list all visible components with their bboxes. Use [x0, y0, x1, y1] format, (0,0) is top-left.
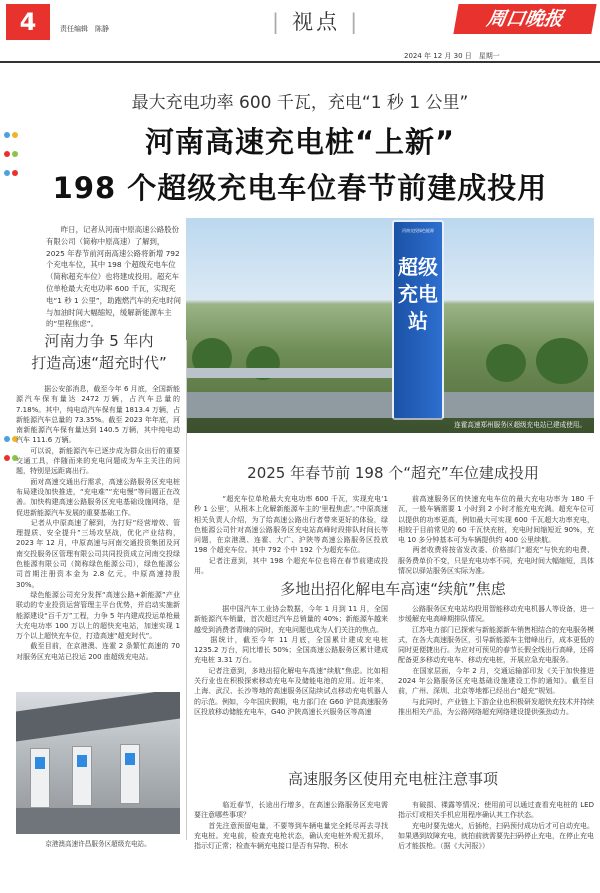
subhead-section-2: 多地出招化解电车高速“续航”焦虑	[280, 580, 506, 598]
top-photo-caption: 连霍高速郑州服务区超级充电站已建成使用。	[186, 418, 594, 433]
dot-icon	[4, 170, 10, 176]
dot-icon	[4, 436, 10, 442]
newspaper-logo: 周口晚报	[453, 4, 596, 34]
charging-pile-photo	[16, 692, 180, 834]
parking-lot	[186, 392, 594, 418]
charging-station-photo	[186, 218, 594, 433]
tree	[486, 344, 526, 382]
section-2-text-b: 公路服务区充电站均投用智能移动充电机器人等设备，进一步缓解充电高峰期排队情况。 江苏电力部门已探索与新能源新车销售相结合的充电服务模式，在各大高速服务区，引导新能源车主错峰出行，成本更低的同时更便捷出行。为应对可预见的春节长假全线出行高峰，还将配备更多移动充电车、移动充电桩，开展应急充电服务。 在国家层面，今年 2 月，交通运输部印发《关于加快推进 2024 年公路服务区充电基础设施建设工作的通知》。截至目前，广州、深圳、北京等地都已经出台“超充”规划。 与此同时，产业链上下游企业也积极研发超快充技术并持续推出相关产品，为公路网络超充网络建设提供强劲动力。	[398, 605, 594, 716]
subhead-left: 河南力争 5 年内 打造高速“超充时代”	[31, 332, 167, 372]
main-headline-line-2: 198 个超级充电车位春节前建成投用	[52, 171, 548, 205]
sign-text: 超级充电站	[398, 255, 438, 333]
dot-icon	[12, 151, 18, 157]
lead-paragraph: 昨日，记者从河南中原高速公路股份有限公司（简称中原高速）了解到，2025 年春节前河南高速公路将新增 792 个充电车位，其中 198 个超级充电车位（简称超充车位）也将建成投用。超充车位单枪最大充电功率 600 千瓦，实现充电“1 秒 1 公里”，助跑燃汽车的充电时间与加油时间大幅缩短，缓解新能源车主的“里程焦虑”。	[46, 225, 181, 329]
bottom-photo-caption: 京港澳高速许昌服务区超级充电站。	[45, 840, 151, 848]
dot-icon	[4, 455, 10, 461]
sign-brand: 河南交投绿色能源	[402, 228, 434, 233]
subhead-section-1: 2025 年春节前 198 个“超充”车位建成投用	[247, 464, 539, 482]
dot-icon	[12, 132, 18, 138]
floor	[16, 808, 180, 834]
main-headline-line-1: 河南高速充电桩“上新”	[144, 125, 456, 159]
section-name: | 视点 |	[262, 6, 370, 36]
kicker-headline: 最大充电功率 600 千瓦，充电“1 秒 1 公里”	[131, 93, 469, 113]
charger-unit	[30, 748, 50, 808]
station-canopy	[16, 692, 180, 742]
section-2-text-a: 据中国汽车工业协会数据，今年 1 月到 11 月，全国新能源汽车销量，首次超过汽车总销量的 40%；新能源车越来越受到消费者青睐的同时，充电问题也成为人们关注的焦点。 据统计，截至今年 11 月底，全国累计建成充电桩 1235.2 万台，同比增长 50%；全国高速公路服务区累计建成充电桩 3.31 万台。 记者注意到，多地出招化解电车高速“续航”焦虑。比如相关行业也在积极探索移动充电车及储能电池的应用。近年来，上海、武汉、长沙等地的高速服务区陆续试点移动充电机器人的示范。例如，今年国庆假期，电力部门在 G60 沪昆高速服务区投放移动储能充电车，G40 沪陕高速长兴服务区等高速	[194, 605, 388, 716]
dot-icon	[4, 132, 10, 138]
dot-icon	[4, 151, 10, 157]
section-1-text-b: 前高速服务区的快速充电车位的最大充电功率为 180 千瓦，一般车辆需要 1 小时到 2 小时才能充电充满。超充车位可以提供的功率更高，例如最大可实现 600 千瓦超大功率充电，相较于目前常见的 60 千瓦快充桩，充电时间缩短近 90%，充电 10 多分钟基本可为车辆提供约 400 公里续航。 两者收费将按省发改委、价格部门“超充”与快充的电费、服务费单价不变，只是充电功率不同，充电时间大幅缩短，具体情况以驿站服务区实际为准。	[398, 495, 594, 576]
section-3-text-a: 临近春节，长途出行增多，在高速公路服务区充电需要注意哪些事项？ 首先注意预留电量，不要等到车辆电量完全耗尽再去寻找充电桩。充电前，检查充电枪状态，确认充电桩外观无损坏，指示灯正常；检查车辆充电接口是否有异物、积水	[194, 801, 388, 851]
page-number: 4	[6, 4, 50, 40]
subhead-section-3: 高速服务区使用充电桩注意事项	[287, 770, 498, 788]
charger-unit	[120, 744, 140, 804]
tree	[536, 338, 588, 384]
header-rule	[0, 61, 600, 63]
decorative-dots-top	[3, 124, 19, 181]
charger-unit	[72, 746, 92, 806]
super-charging-sign-pillar	[392, 220, 444, 420]
dot-icon	[12, 170, 18, 176]
issue-date: 2024 年 12 月 30 日 星期一	[404, 52, 500, 60]
section-3-text-b: 有破损、裸露等情况；使用前可以通过查看充电桩的 LED 指示灯或相关手机应用程序确认其工作状态。 充电时要先熄火，后插枪，扫码预付成功后才可自动充电。如果遇到故障充电，就拍前就需要先扫码停止充电，在停止充电后才能拔枪。（据《大河报》）	[398, 801, 594, 851]
editors-line: 责任编辑 陈静	[60, 25, 109, 33]
body-left-column: 据公安部消息，截至今年 6 月底，全国新能源汽车保有量达 2472 万辆，占汽车总量的 7.18%。其中，纯电动汽车保有量 1813.4 万辆，占新能源汽车总量的 73.35%。截至 2023 年年底，河南新能源汽车保有量达到 140.5 万辆，其中纯电动汽车 111.6 万辆。 可以说，新能源汽车已逐步成为群众出行的重要交通工具，伴随而来的充电问题成为车主关注的问题，特别是远距离出行。 面对高速交通出行需求，高速公路服务区充电桩布局建设加快推进，“充电难”“充电慢”等问题正在改善。加快构建高速公路服务区充电基础设施网络，是促进新能源汽车发展的重要基础工作。 记者从中原高速了解到，为打好“经营增效、管理提质、安全提升”三场攻坚战，优化产业结构，2023 年 12 月，中原高速与河南交通投资集团及河南交投服务区管理有限公司共同投资成立河南交投绿色能源有限公司（简称绿色能源公司），绿色能源公司首期注册资本金为 2.8 亿元，中原高速持股 30%。 绿色能源公司充分发挥“高速公路+新能源”产业联动的专业投资运营管理主平台优势，并启动实施新能源建设“百千万”工程，力争 5 年内建成投运单枪最大充电功率 100 万以上的超快充电站，加速实现 1 万个以上超快充车位，打造高速“超充时代”。 截至目前，在京港澳、连霍 2 条繁忙高速的 70 对服务区充电站已投运 200 座超级充电站。	[16, 385, 180, 661]
section-1-text-a: “超充车位单枪最大充电功率 600 千瓦，实现充电‘1 秒 1 公里’，从根本上化解新能源车主的‘里程焦虑’。”中原高速相关负责人介绍，为了给高速公路出行者带来更好的体验，绿色能源公司针对高速公路服务区充电站高峰时段排队时间长等问题，在京港澳、连霍、大广、沪陕等高速公路服务区投放 198 个超充车位。其中 792 个中 192 个为超充车位。 记者注意到，其中 198 个超充车位也将在春节前建成投用。	[194, 495, 388, 576]
